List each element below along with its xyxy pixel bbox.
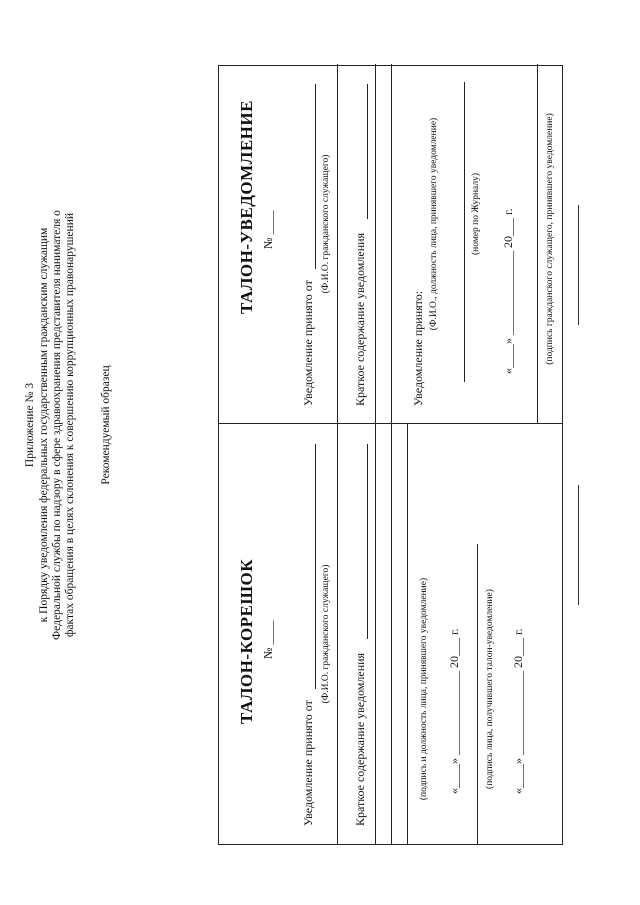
stub-number: № ____ <box>261 620 275 659</box>
notice-position-caption: (Ф.И.О., должность лица, принявшего уведомление) <box>429 117 439 331</box>
stub-date-1: «____» ______________ 20___ г. <box>447 628 461 794</box>
stub-row-line <box>477 544 478 844</box>
notice-row-line <box>537 64 538 424</box>
notice-row-line <box>375 64 376 424</box>
stub-date-2: «____» ______________ 20___ г. <box>511 628 525 794</box>
notice-journal-line <box>464 82 465 382</box>
notice-number: № ____ <box>261 210 275 249</box>
sample-subtitle: Рекомендуемый образец <box>100 365 112 485</box>
stub-received-from-line <box>315 444 316 689</box>
notice-summary: Краткое содержание уведомления <box>353 232 367 406</box>
notice-accepted: Уведомление принято: <box>411 290 425 406</box>
appendix-ref-line3: фактах обращения в целях склонения к совершению коррупционных правонарушений <box>64 212 76 638</box>
notice-row-line <box>391 64 392 424</box>
appendix-ref-line2: Федеральной службы по надзору в сфере здравоохранения представителя нанимателя о <box>51 210 63 640</box>
stub-title: ТАЛОН-КОРЕШОК <box>237 558 256 724</box>
stub-summary-line <box>367 444 368 639</box>
stub-row-line <box>407 424 408 844</box>
stub-sign-caption-1: (подпись и должность лица, принявшего уведомление) <box>419 577 429 801</box>
notice-summary-line <box>367 84 368 219</box>
notice-title: ТАЛОН-УВЕДОМЛЕНИЕ <box>237 100 256 314</box>
notice-date: «____» ______________ 20___ г. <box>501 208 515 374</box>
notice-journal-caption: (номер по Журналу) <box>471 173 481 255</box>
notice-received-from: Уведомление принято от <box>301 280 315 406</box>
appendix-number: Приложение № 3 <box>24 382 36 468</box>
stub-row-line <box>375 424 376 844</box>
appendix-ref-line1: к Порядку уведомления федеральных государственным гражданским служащим <box>38 227 50 623</box>
stub-row-line <box>391 424 392 844</box>
notice-row-line <box>337 64 338 424</box>
notice-sign-caption: (подпись гражданского служащего, принявшего уведомление) <box>545 113 555 365</box>
footer-line-left <box>578 485 579 605</box>
stub-summary: Краткое содержание уведомления <box>353 652 367 826</box>
form-frame <box>218 65 563 845</box>
stub-sign-caption-2: (подпись лица, получившего талон-уведомление) <box>485 589 495 789</box>
stub-row-line <box>337 424 338 844</box>
stub-received-from: Уведомление принято от <box>301 700 315 826</box>
notice-received-from-line <box>315 84 316 269</box>
footer-line-right <box>578 205 579 325</box>
notice-fio-caption: (Ф.И.О. гражданского служащего) <box>321 154 331 294</box>
stub-fio-caption: (Ф.И.О. гражданского служащего) <box>321 564 331 704</box>
